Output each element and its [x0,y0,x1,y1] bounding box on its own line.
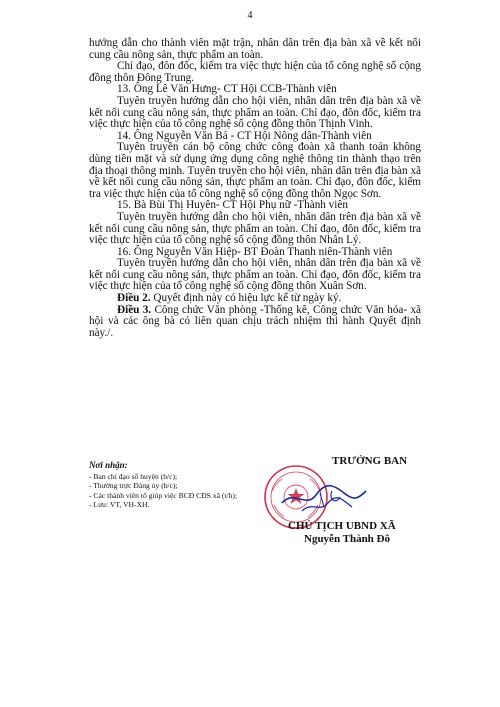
member-heading: 13. Ông Lê Văn Hưng- CT Hội CCB-Thành viên [117,83,337,96]
signature-role: CHỦ TỊCH UBND XÃ [288,520,396,532]
member-heading: 16. Ông Nguyễn Văn Hiệp- BT Đoàn Thanh niên-Thành viên [117,245,393,258]
recipient-item: - Thường trực Đảng ủy (b/c); [89,481,178,491]
article-label: Điều 3. [117,303,152,316]
signature-block [262,455,432,545]
paragraph: Tuyên truyền hướng dẫn cho hội viên, nhân dân trên địa bàn xã về kết nối cung cầu nông sản, thực phẩm an toàn. Chỉ đạo, đôn đốc, kiểm tra việc thực hiện của tổ công nghệ số cộng đồng thôn Thịnh Vinh. [89,94,421,131]
signature-title: TRƯỞNG BAN [332,455,408,467]
member-heading: 15. Bà Bùi Thị Huyên- CT Hội Phụ nữ -Thành viên [117,199,348,212]
article-text: Công chức Văn phòng -Thống kê, Công chức Văn hóa- xã hội và các ông bà có liên quan chịu trách nhiệm thi hành Quyết định này./. [89,303,422,339]
member-heading: 14. Ông Nguyễn Văn Bá - CT Hội Nông dân-Thành viên [117,129,372,142]
article-text: Quyết định này có hiệu lực kể từ ngày ký. [150,292,342,305]
paragraph: hướng dẫn cho thành viên mặt trận, nhân dân trên địa bàn xã về kết nối cung cầu nông sản, thực phẩm an toàn. [89,37,421,61]
paragraph: Chỉ đạo, đôn đốc, kiểm tra việc thực hiện của tổ công nghệ số cộng đồng thôn Đông Trung. [89,60,421,84]
document-body [89,38,421,339]
article-label: Điều 2. [117,292,151,305]
paragraph: Tuyên truyền cán bộ công chức công đoàn xã thanh toán không dùng tiền mặt và sử dụng ứng dụng công nghệ thông tin thành thạo trên địa thoại thông minh. Tuyên truyền cho hội viên, nhân dân trên địa bàn xã về kết nối cung cầu nông sản, thực phẩm an toàn. Chỉ đạo, đôn đốc, kiểm tra việc thực hiện của tổ công nghệ số cộng đồng thôn Ngọc Sơn. [89,141,421,200]
paragraph: Tuyên truyền hướng dẫn cho hội viên, nhân dân trên địa bàn xã về kết nối cung cầu nông sản, thực phẩm an toàn. Chỉ đạo, đôn đốc, kiểm tra việc thực hiện của tổ công nghệ số cộng đồng thôn Nhân Lý. [89,210,421,247]
page-number: 4 [247,10,253,21]
article [89,305,421,340]
recipients-title: Nơi nhận: [89,460,128,470]
signer-name: Nguyễn Thành Đô [304,533,390,545]
recipient-item: - Ban chỉ đạo số huyện (b/c); [89,471,178,481]
paragraph: Tuyên truyền hướng dẫn cho hội viên, nhân dân trên địa bàn xã về kết nối cung cầu nông sản, thực phẩm an toàn. Chỉ đạo, đôn đốc, kiểm tra việc thực hiện của tổ công nghệ số cộng đồng thôn Xuân Sơn. [89,257,421,293]
recipient-item: - Các thành viên tổ giúp việc BCĐ CĐS xã (t/h); [89,490,238,500]
recipient-item: - Lưu: VT, VH-XH. [89,500,150,510]
